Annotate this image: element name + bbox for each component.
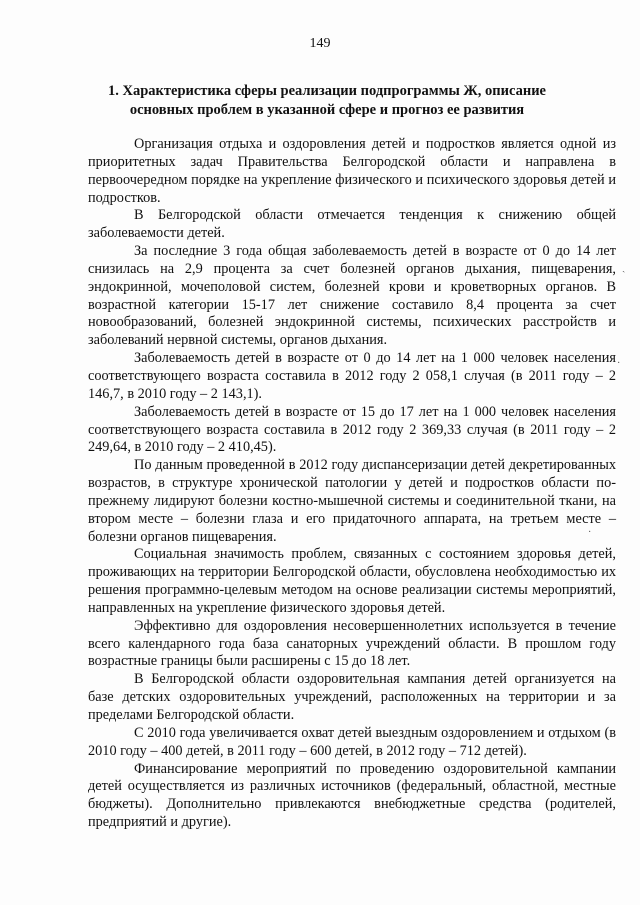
body-text — [88, 136, 616, 832]
paragraph: Заболеваемость детей в возрасте от 0 до 14 лет на 1 000 человек населения соответствующего возраста составила в 2012 году 2 058,1 случая (в 2011 году – 2 146,7, в 2010 году – 2 143,1). — [88, 350, 616, 402]
scan-speck: ˎ — [622, 262, 626, 273]
section-heading — [92, 82, 562, 120]
paragraph: В Белгородской области оздоровительная кампания детей организуется на базе детских оздоровительных учреждений, расположенных на территории и за пределами Белгородской области. — [88, 671, 616, 723]
paragraph: Социальная значимость проблем, связанных с состоянием здоровья детей, проживающих на территории Белгородской области, обусловлена необходимостью их решения программно-целевым методом на основе реализации системы мероприятий, направленных на укрепление физического здоровья детей. — [88, 546, 616, 616]
paragraph: За последние 3 года общая заболеваемость детей в возрасте от 0 до 14 лет снизилась на 2,9 процента за счет болезней органов дыхания, пищеварения, эндокринной, мочеполовой систем, болезней крови и кроветворных органов. В возрастной категории 15-17 лет снижение составило 8,4 процента за счет новообразований, болезней эндокринной системы, психических расстройств и заболеваний нервной системы, органов дыхания. — [88, 243, 616, 349]
paragraph: Эффективно для оздоровления несовершеннолетних используется в течение всего календарного года база санаторных учреждений области. В прошлом году возрастные границы были расширены с 15 до 18 лет. — [88, 617, 616, 670]
scan-speck: · — [588, 527, 592, 538]
page-number: 149 — [309, 36, 331, 51]
paragraph: Заболеваемость детей в возрасте от 15 до 17 лет на 1 000 человек населения соответствующего возраста составила в 2012 году 2 369,33 случая (в 2011 году – 2 249,64, в 2010 году – 2 410,45). — [88, 403, 616, 456]
paragraph: Финансирование мероприятий по проведению оздоровительной кампании детей осуществляется из различных источников (федеральный, областной, местные бюджеты). Дополнительно привлекаются внебюджетные средства (родителей, предприятий и другие). — [88, 760, 616, 831]
paragraph: В Белгородской области отмечается тенденция к снижению общей заболеваемости детей. — [88, 207, 616, 242]
section-heading-line-2: основных проблем в указанной сфере и прогноз ее развития — [129, 102, 525, 118]
scan-speck: · — [617, 358, 621, 369]
paragraph: По данным проведенной в 2012 году диспансеризации детей декретированных возрастов, в структуре хронической патологии у детей и подростков области по-прежнему лидируют болезни костно-мышечной системы и соединительной ткани, на втором месте – болезни глаза и его придаточного аппарата, на третьем месте – болезни органов пищеварения. — [88, 457, 616, 545]
section-heading-line-1: 1. Характеристика сферы реализации подпрограммы Ж, описание — [108, 83, 546, 99]
paragraph: С 2010 года увеличивается охват детей выездным оздоровлением и отдыхом (в 2010 году – 400 детей, в 2011 году – 600 детей, в 2012 году – 712 детей). — [88, 724, 616, 759]
paragraph: Организация отдыха и оздоровления детей и подростков является одной из приоритетных задач Правительства Белгородской области и направлена в первоочередном порядке на укрепление физического и психического здоровья детей и подростков. — [88, 136, 616, 206]
